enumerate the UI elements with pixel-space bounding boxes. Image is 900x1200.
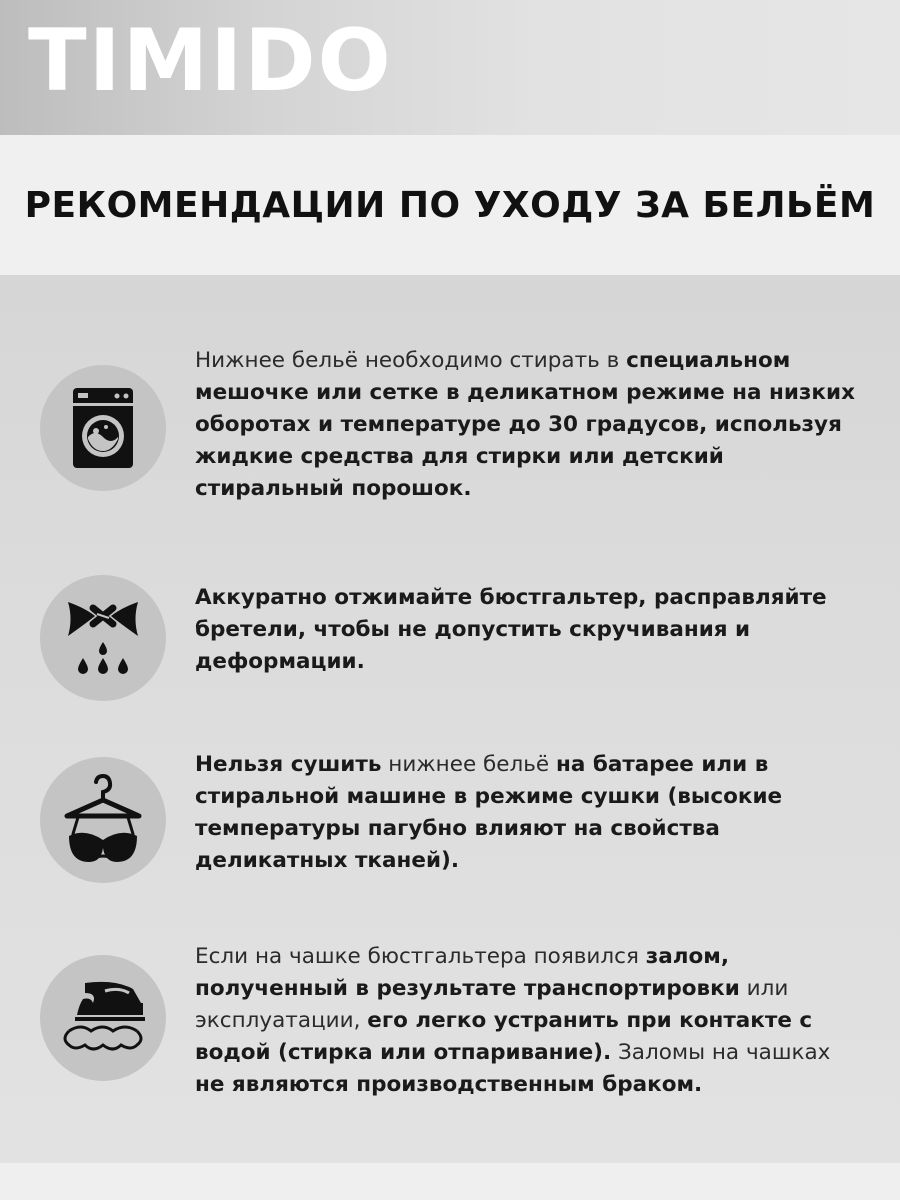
text-segment: или эксплуатации, (195, 976, 789, 1033)
text-segment: Если на чашке бюстгальтера появился (195, 944, 646, 969)
page-title: РЕКОМЕНДАЦИИ ПО УХОДУ ЗА БЕЛЬЁМ (24, 184, 876, 226)
text-segment: Аккуратно отжимайте бюстгальтер, расправляйте бретели, чтобы не допустить скручивания и деформации. (195, 585, 827, 674)
footer-band (0, 1163, 900, 1200)
washing-machine-icon (40, 365, 166, 491)
wring-icon (40, 575, 166, 701)
title-band (0, 135, 900, 275)
text-segment: его легко устранить при контакте с водой (стирка или отпаривание). (195, 1008, 813, 1065)
care-text-ironing (195, 941, 855, 1101)
steam-iron-icon (40, 955, 166, 1081)
text-segment: на батарее или в стиральной машине в режиме сушки (высокие температуры пагубно влияют на свойства деликатных тканей). (195, 752, 783, 873)
care-text-drying (195, 749, 855, 877)
text-segment: Нижнее бельё необходимо стирать в (195, 348, 627, 373)
text-segment: нижнее бельё (381, 752, 556, 777)
care-text-wringing (195, 582, 855, 678)
brand-logo: TIMIDO (28, 11, 393, 111)
header-band (0, 0, 900, 135)
text-segment: Заломы на чашках (611, 1040, 831, 1065)
care-text-washing (195, 345, 855, 505)
text-segment: не являются производственным браком. (195, 1072, 703, 1097)
bra-hanger-icon (40, 757, 166, 883)
text-segment: специальном мешочке или сетке в деликатном режиме на низких оборотах и температуре до 30 градусов, используя жидкие средства для стирки или детский стиральный порошок. (195, 348, 855, 501)
text-segment: залом, полученный в результате транспортировки (195, 944, 740, 1001)
text-segment: Нельзя сушить (195, 752, 382, 777)
